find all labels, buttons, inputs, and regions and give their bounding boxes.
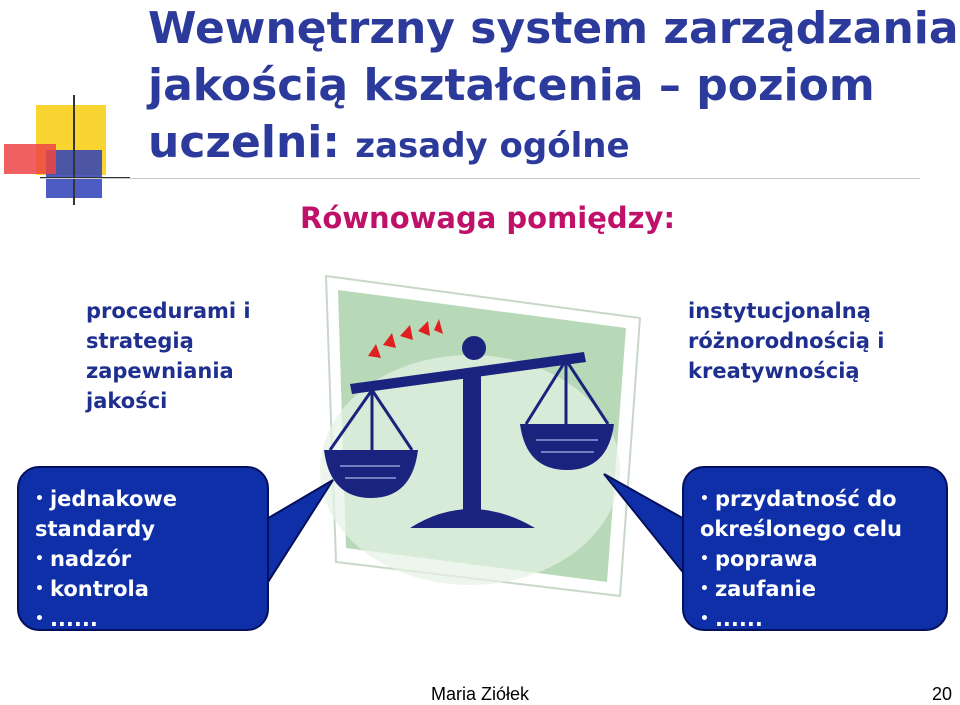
bullet-icon: • <box>35 491 44 507</box>
list-item <box>700 544 946 574</box>
list-item <box>700 484 946 544</box>
title-line-3-rest: zasady ogólne <box>355 126 630 166</box>
right-heading <box>688 296 948 386</box>
list-item <box>35 544 267 574</box>
bullet-icon: • <box>35 551 44 567</box>
bullet-icon: • <box>700 611 709 627</box>
left-callout-pointer <box>265 480 333 582</box>
balance-scale-icon <box>320 276 640 596</box>
title-line-3 <box>148 114 960 175</box>
list-item-text: nadzór <box>49 547 132 571</box>
left-callout-box <box>17 466 269 631</box>
footer-author: Maria Ziółek <box>430 684 530 704</box>
bullet-icon: • <box>700 491 709 507</box>
title-line-2: jakością kształcenia – poziom <box>148 60 875 111</box>
bullet-icon: • <box>35 581 44 597</box>
list-item-text: kontrola <box>49 577 149 601</box>
bullet-icon: • <box>700 581 709 597</box>
right-heading-line: różnorodnością i <box>688 329 885 353</box>
list-item-text: ...... <box>714 607 763 631</box>
title-divider <box>40 178 920 179</box>
list-item-text: zaufanie <box>714 577 816 601</box>
list-item <box>35 604 267 634</box>
list-item-text: ...... <box>49 607 98 631</box>
list-item <box>35 574 267 604</box>
right-callout-box <box>682 466 948 631</box>
bullet-icon: • <box>700 551 709 567</box>
left-heading-line: jakości <box>86 389 168 413</box>
left-heading-line: strategią <box>86 329 194 353</box>
right-heading-line: instytucjonalną <box>688 299 871 323</box>
left-heading-line: zapewniania <box>86 359 234 383</box>
decorative-squares-icon <box>4 95 130 205</box>
page-number: 20 <box>931 684 952 704</box>
list-item <box>700 574 946 604</box>
right-heading-line: kreatywnością <box>688 359 860 383</box>
slide-subtitle: Równowaga pomiędzy: <box>300 201 676 235</box>
left-heading-line: procedurami i <box>86 299 251 323</box>
bullet-icon: • <box>35 611 44 627</box>
title-line-1: Wewnętrzny system zarządzania <box>148 3 959 54</box>
list-item-text: jednakowe standardy <box>35 487 178 541</box>
list-item <box>35 484 267 544</box>
left-heading <box>86 296 296 416</box>
title-line-3-bold: uczelni: <box>148 117 340 168</box>
list-item-text: poprawa <box>714 547 818 571</box>
list-item-text: przydatność do określonego celu <box>700 487 902 541</box>
list-item <box>700 604 946 634</box>
slide-title <box>148 0 960 175</box>
